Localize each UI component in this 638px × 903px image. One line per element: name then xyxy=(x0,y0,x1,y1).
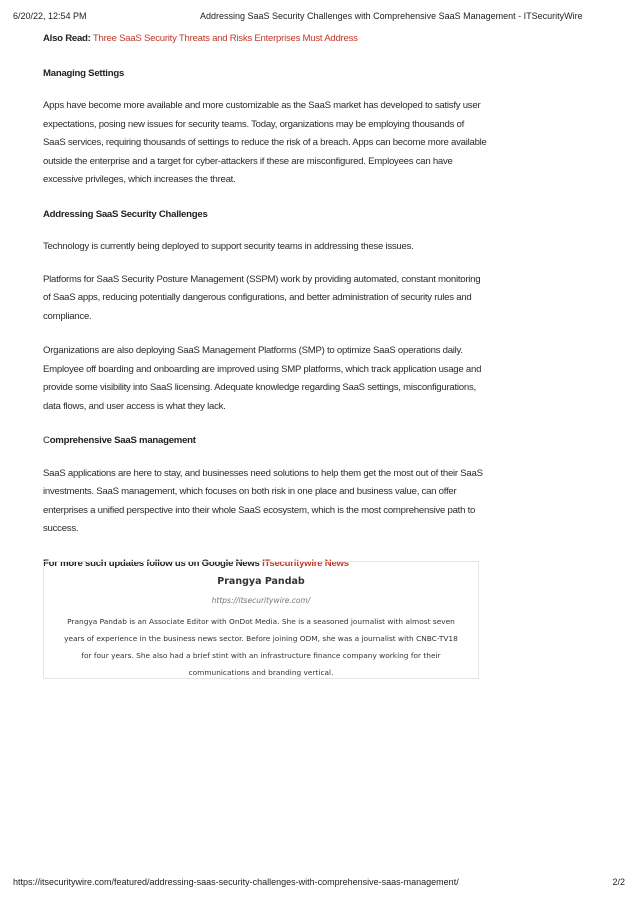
paragraph-sspm: Platforms for SaaS Security Posture Management (SSPM) work by providing automated, constant monitoring of SaaS apps, reducing potentially dangerous configurations, and better administration of security rules and compliance. xyxy=(43,273,481,322)
heading-managing-settings: Managing Settings xyxy=(43,67,125,79)
page-number: 2/2 xyxy=(612,877,625,887)
article-body xyxy=(43,30,488,573)
also-read xyxy=(43,30,488,49)
heading-comprehensive-management xyxy=(43,432,488,451)
also-read-link[interactable]: Three SaaS Security Threats and Risks Enterprises Must Address xyxy=(92,33,358,44)
heading-initial: C xyxy=(43,435,50,446)
author-box xyxy=(43,561,479,679)
paragraph-managing-settings: Apps have become more available and more customizable as the SaaS market has developed to satisfy user expectations, posing new issues for security teams. Today, organizations may be employing thousands of SaaS services, requiring thousands of settings to reduce the risk of a breach. Apps can become more available outside the enterprise and a target for cyber-attackers if these are misconfigured. Employees can have excessive privileges, which increases the threat. xyxy=(43,100,487,185)
heading-rest: omprehensive SaaS management xyxy=(49,435,196,446)
author-url[interactable]: https://itsecuritywire.com/ xyxy=(211,596,311,605)
updates-text: For more such updates follow us on Google News xyxy=(43,557,263,569)
print-date: 6/20/22, 12:54 PM xyxy=(13,11,87,21)
google-news-link[interactable]: ITsecuritywire News xyxy=(262,557,349,569)
heading-addressing-challenges: Addressing SaaS Security Challenges xyxy=(43,208,208,220)
author-bio: Prangya Pandab is an Associate Editor with OnDot Media. She is a seasoned journalist with almost seven years of experience in the business news sector. Before joining ODM, she was a journalist with CNBC-TV18 for four years. She also had a brief stint with an infrastructure finance company working for their communications and branding vertical. xyxy=(64,617,458,677)
paragraph-comprehensive: SaaS applications are here to stay, and businesses need solutions to help them get the most out of their SaaS investments. SaaS management, which focuses on both risk in one place and business value, can offer enterprises a unified perspective into their whole SaaS ecosystem, which is the most comprehensive path to success. xyxy=(43,467,483,534)
print-page-title: Addressing SaaS Security Challenges with Comprehensive SaaS Management - ITSecurityWire xyxy=(200,11,583,21)
paragraph-smp: Organizations are also deploying SaaS Management Platforms (SMP) to optimize SaaS operations daily. Employee off boarding and onboarding are improved using SMP platforms, which track application usage and provide some visibility into SaaS licensing. Adequate knowledge regarding SaaS settings, misconfigurations, data flows, and user access is what they lack. xyxy=(43,345,482,412)
also-read-label: Also Read: xyxy=(43,33,91,44)
paragraph-technology: Technology is currently being deployed to support security teams in addressing these issues. xyxy=(43,241,414,252)
author-name: Prangya Pandab xyxy=(217,576,305,587)
print-url: https://itsecuritywire.com/featured/addressing-saas-security-challenges-with-comprehensive-saas-management/ xyxy=(13,877,459,887)
